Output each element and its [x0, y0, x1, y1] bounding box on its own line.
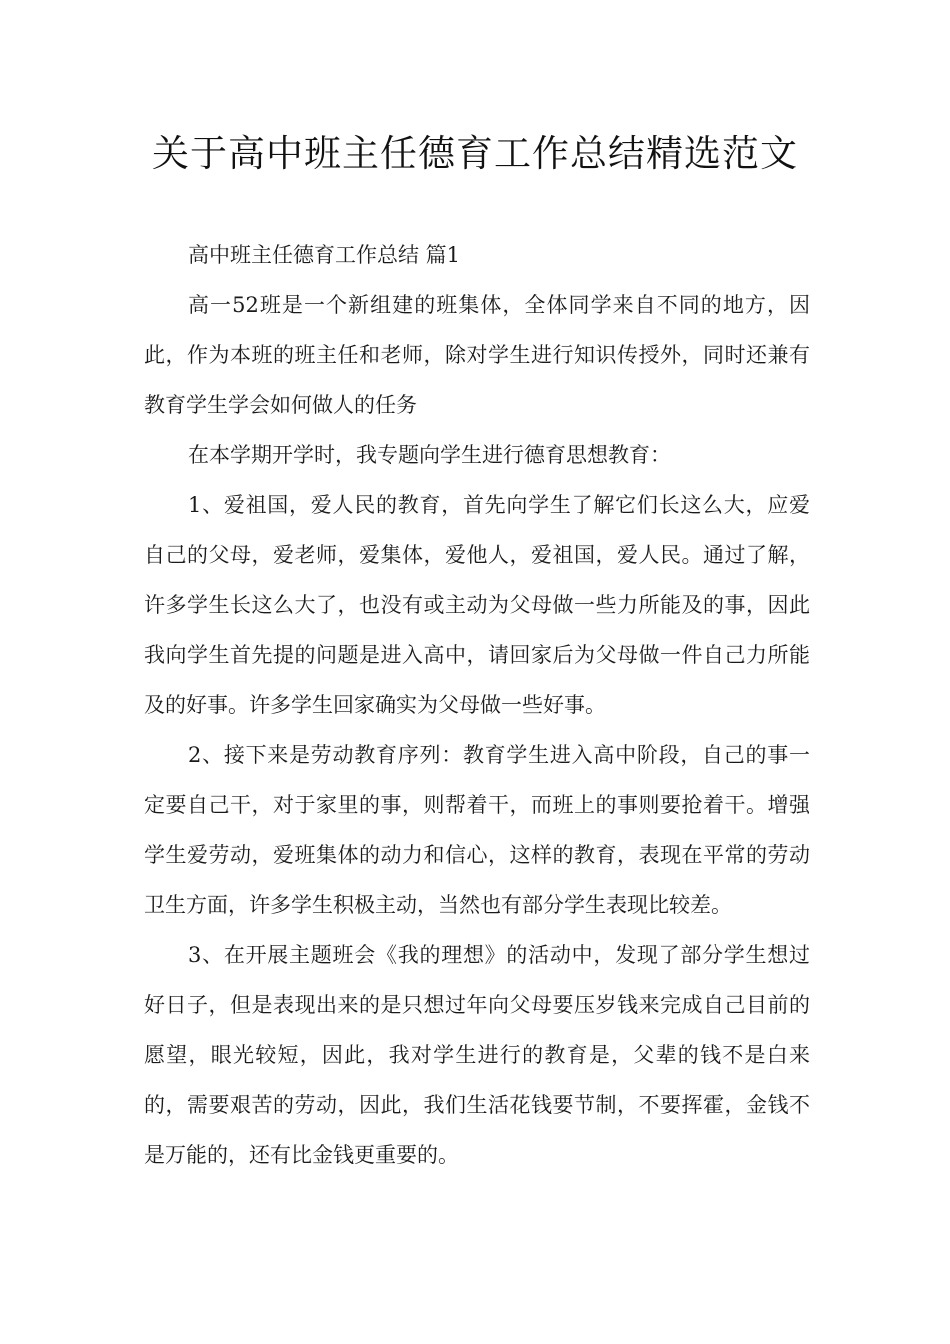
- paragraph: 在本学期开学时，我专题向学生进行德育思想教育：: [188, 443, 671, 467]
- paragraph: 高一52班是一个新组建的班集体，全体同学来自不同的地方，因此，作为本班的班主任和老师，除对学生进行知识传授外，同时还兼有教育学生学会如何做人的任务: [144, 293, 810, 417]
- section-heading: 高中班主任德育工作总结 篇1: [188, 243, 461, 267]
- document-title: 关于高中班主任德育工作总结精选范文: [152, 132, 798, 175]
- paragraph: 2、接下来是劳动教育序列：教育学生进入高中阶段，自己的事一定要自己干，对于家里的事，则帮着干，而班上的事则要抢着干。增强学生爱劳动，爱班集体的动力和信心，这样的教育，表现在平常的劳动卫生方面，许多学生积极主动，当然也有部分学生表现比较差。: [144, 743, 810, 917]
- paragraph: 1、爱祖国，爱人民的教育，首先向学生了解它们长这么大，应爱自己的父母，爱老师，爱集体，爱他人，爱祖国，爱人民。通过了解，许多学生长这么大了，也没有或主动为父母做一些力所能及的事，因此我向学生首先提的问题是进入高中，请回家后为父母做一件自己力所能及的好事。许多学生回家确实为父母做一些好事。: [144, 493, 810, 717]
- document-body: [144, 230, 810, 1180]
- paragraph: 3、在开展主题班会《我的理想》的活动中，发现了部分学生想过好日子，但是表现出来的是只想过年向父母要压岁钱来完成自己目前的愿望，眼光较短，因此，我对学生进行的教育是，父辈的钱不是白来的，需要艰苦的劳动，因此，我们生活花钱要节制，不要挥霍，金钱不是万能的，还有比金钱更重要的。: [144, 943, 810, 1167]
